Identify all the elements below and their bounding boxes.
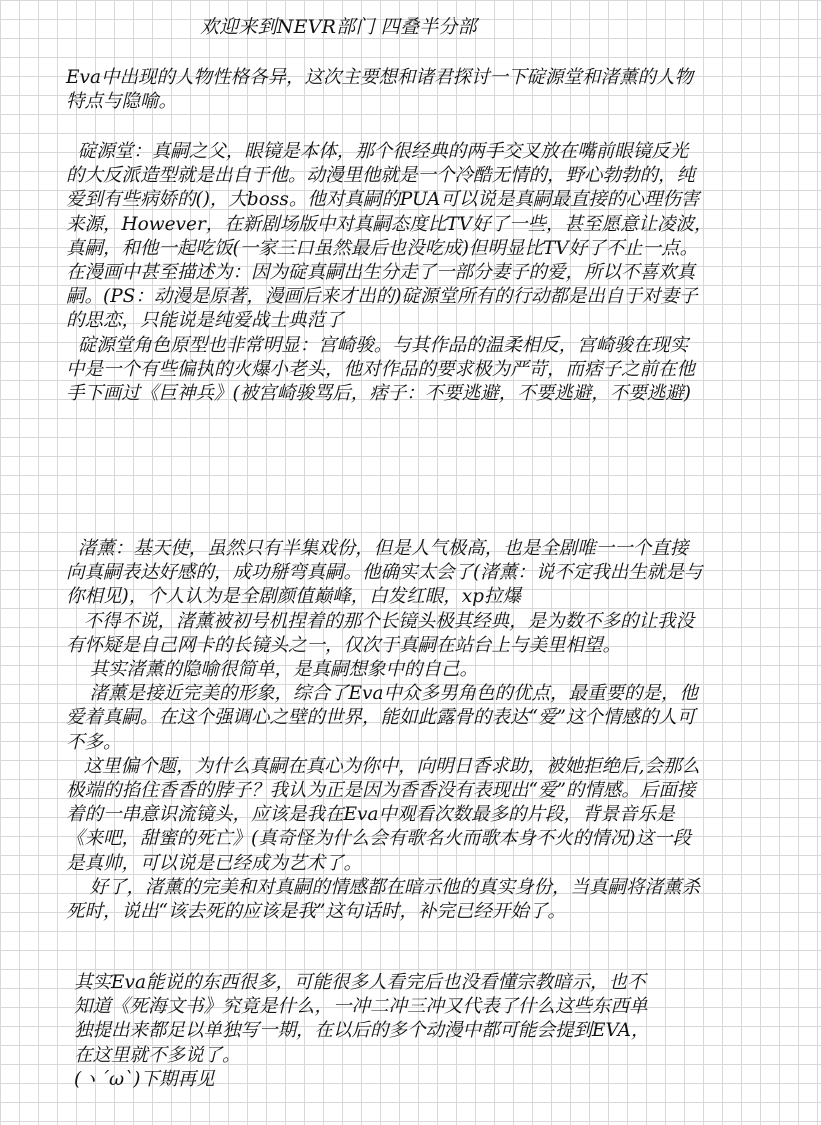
text-line: 不多。 [66, 731, 122, 753]
text-line: 来源，However，在新剧场版中对真嗣态度比TV好了一些，甚至愿意让凌波， [66, 213, 713, 235]
text-line: 好了，渚薰的完美和对真嗣的情感都在暗示他的真实身份，当真嗣将渚薰杀 [66, 876, 701, 898]
text-line: 死时，说出“该去死的应该是我”这句话时，补完已经开始了。 [66, 901, 566, 923]
ikari-section [66, 140, 713, 406]
text-line: Eva中出现的人物性格各异，这次主要想和诸君探讨一下碇源堂和渚薰的人物 [66, 67, 693, 88]
text-line: 碇源堂：真嗣之父，眼镜是本体，那个很经典的两手交叉放在嘴前眼镜反光 [66, 141, 689, 162]
text-line: 的思恋，只能说是纯爱战士典范了 [66, 310, 344, 332]
text-line: 不得不说，渚薰被初号机捏着的那个长镜头极其经典，是为数不多的让我没 [66, 610, 695, 632]
text-line: 手下画过《巨神兵》(被宫崎骏骂后，痞子：不要逃避，不要逃避，不要逃避) [66, 383, 691, 405]
text-line: 渚薰：基天使，虽然只有半集戏份，但是人气极高，也是全剧唯一一个直接 [66, 538, 689, 559]
text-line: 独提出来都足以单独写一期，在以后的多个动漫中都可能会提到EVA， [74, 1020, 650, 1042]
text-line: 是真帅，可以说是已经成为艺术了。 [66, 852, 363, 874]
text-line: 特点与隐喻。 [66, 91, 178, 113]
intro-paragraph [66, 66, 693, 114]
text-line: 碇源堂角色原型也非常明显：宫崎骏。与其作品的温柔相反，宫崎骏在现实 [66, 334, 689, 356]
text-line: 真嗣，和他一起吃饭(一家三口虽然最后也没吃成)但明显比TV好了不止一点。 [66, 237, 699, 259]
text-line: 的大反派造型就是出自于他。动漫里他就是一个冷酷无情的，野心勃勃的，纯 [66, 165, 696, 187]
text-line: 向真嗣表达好感的，成功掰弯真嗣。他确实太会了(渚薰：说不定我出生就是与 [66, 562, 703, 584]
text-line: 中是一个有些偏执的火爆小老头，他对作品的要求极为严苛，而痞子之前在他 [66, 358, 696, 380]
text-line: 爱到有些病娇的()，大boss。他对真嗣的PUA可以说是真嗣最直接的心理伤害 [66, 189, 700, 211]
text-line: 这里偏个题，为什么真嗣在真心为你中，向明日香求助，被她拒绝后,会那么 [66, 755, 701, 777]
outro-paragraph [74, 971, 649, 1092]
text-line: 在漫画中甚至描述为：因为碇真嗣出生分走了一部分妻子的爱，所以不喜欢真 [66, 262, 696, 284]
text-line: 在这里就不多说了。 [74, 1044, 241, 1066]
page-title: 欢迎来到NEVR部门 四叠半分部 [200, 16, 477, 38]
text-line: 极端的掐住香香的脖子？我认为正是因为香香没有表现出“爱”的情感。后面接 [66, 780, 696, 802]
text-line: 有怀疑是自己网卡的长镜头之一，仅次于真嗣在站台上与美里相望。 [66, 634, 622, 656]
text-line: 你相见)，个人认为是全剧颜值巅峰，白发红眼，xp拉爆 [66, 586, 521, 608]
text-line: 《来吧，甜蜜的死亡》(真奇怪为什么会有歌名火而歌本身不火的情况)这一段 [66, 828, 691, 850]
kaworu-section [66, 537, 702, 924]
text-line: 渚薰是接近完美的形象，综合了Eva中众多男角色的优点，最重要的是，他 [66, 683, 699, 705]
text-line: 爱着真嗣。在这个强调心之壁的世界，能如此露骨的表达“爱”这个情感的人可 [66, 707, 696, 729]
text-line: 其实Eva能说的东西很多，可能很多人看完后也没看懂宗教暗示，也不 [74, 972, 646, 993]
text-line: 嗣。(PS：动漫是原著，漫画后来才出的)碇源堂所有的行动都是出自于对妻子 [66, 286, 698, 308]
text-line: 知道《死海文书》究竟是什么，一冲二冲三冲又代表了什么这些东西单 [74, 996, 648, 1018]
text-line: 其实渚薰的隐喻很简单，是真嗣想象中的自己。 [66, 659, 479, 681]
sign-off-line: (ヽ´ω`)下期再见 [74, 1068, 215, 1090]
text-line: 着的一串意识流镜头，应该是我在Eva中观看次数最多的片段，背景音乐是 [66, 804, 675, 826]
